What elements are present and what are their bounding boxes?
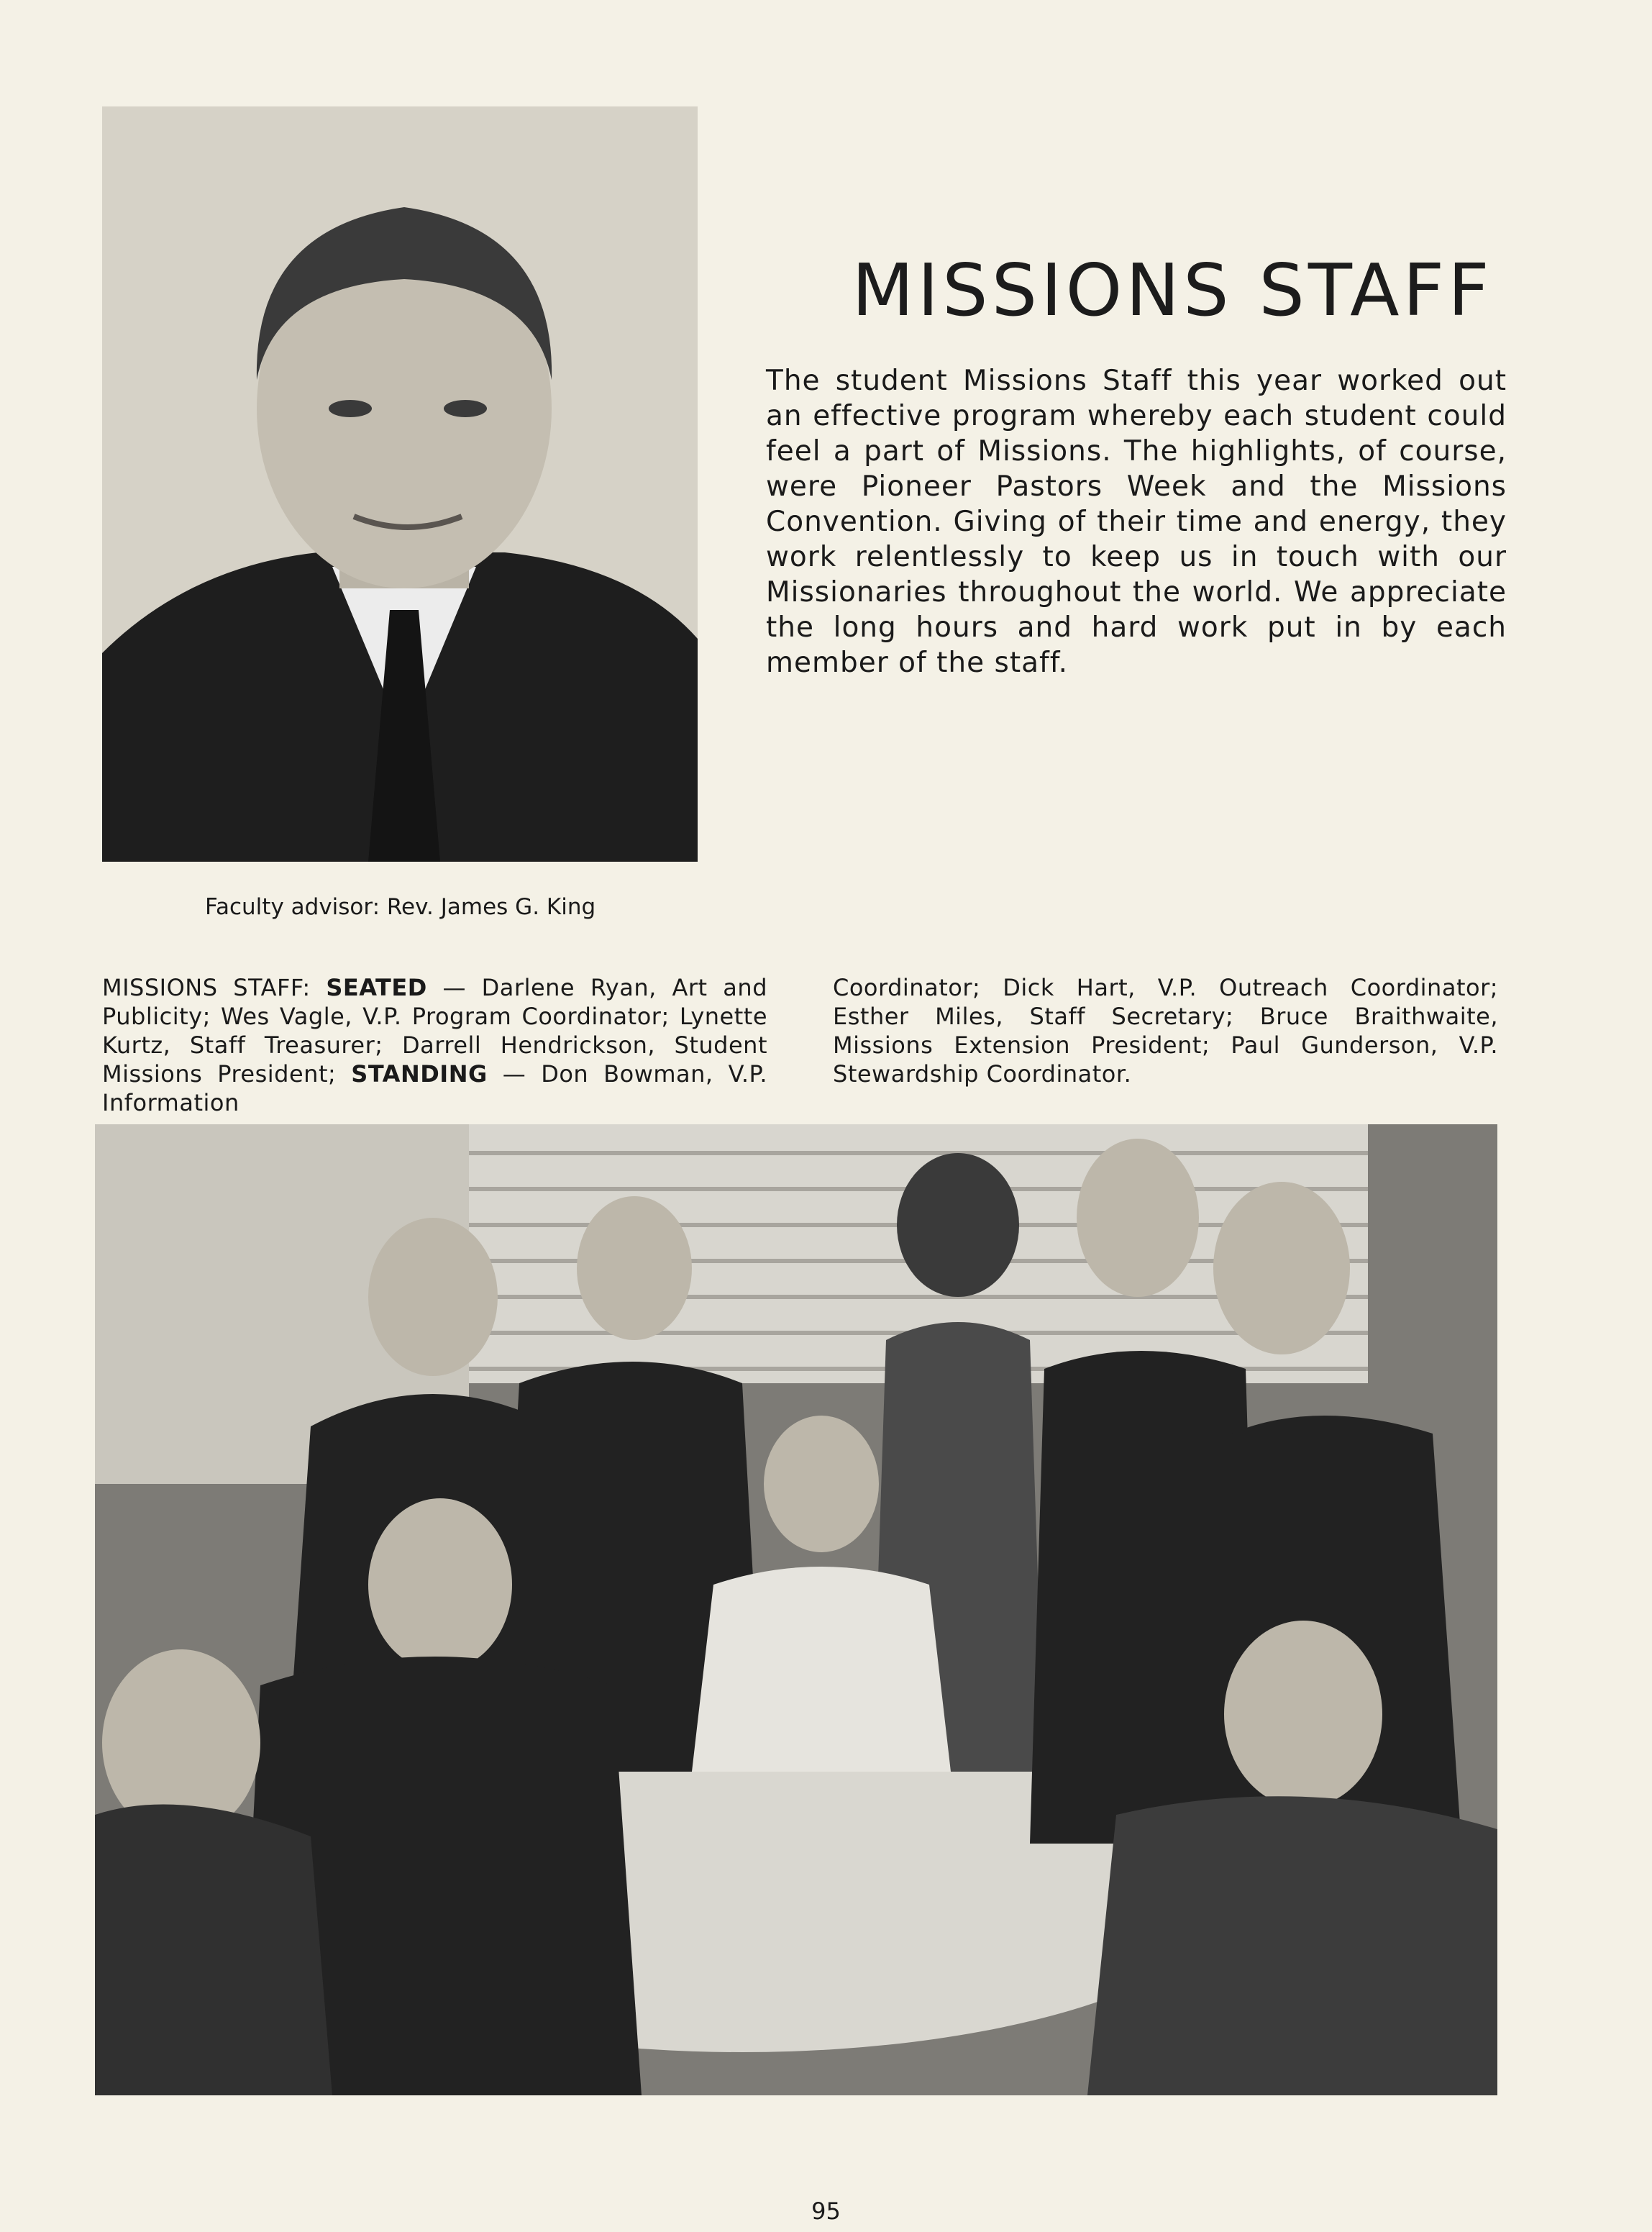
- caption-standing-text: — Don Bowman, V.P. Information: [102, 1060, 768, 1116]
- missions-staff-group-photo: [95, 1124, 1497, 2095]
- caption-seated-text: — Darlene Ryan, Art and Publicity; Wes Vagle, V.P. Program Coordinator; Lynette Kurtz, Staff Treasurer; Darrell Hendrickson, Student Missions President;: [102, 974, 768, 1088]
- staff-caption-right: Coordinator; Dick Hart, V.P. Outreach Coordinator; Esther Miles, Staff Secretary; Bruce Braithwaite, Missions Extension President; Paul Gunderson, V.P. Stewardship Coordinator.: [833, 974, 1498, 1088]
- advisor-caption: Faculty advisor: Rev. James G. King: [205, 894, 596, 920]
- staff-caption-left: [102, 973, 767, 1117]
- advisor-portrait-photo: [102, 106, 698, 862]
- intro-paragraph: The student Missions Staff this year worked out an effective program whereby each student could feel a part of Missions. The highlights, of course, were Pioneer Pastors Week and the Missions Convention. Giving of their time and energy, they work relentlessly to keep us in touch with our Missionaries throughout the world. We appreciate the long hours and hard work put in by each member of the staff.: [766, 365, 1507, 679]
- caption-standing-label: STANDING: [351, 1060, 488, 1088]
- page-number: 95: [811, 2197, 841, 2225]
- page-title: MISSIONS STAFF: [852, 248, 1493, 332]
- caption-prefix: MISSIONS STAFF:: [102, 974, 327, 1001]
- caption-seated-label: SEATED: [326, 974, 427, 1001]
